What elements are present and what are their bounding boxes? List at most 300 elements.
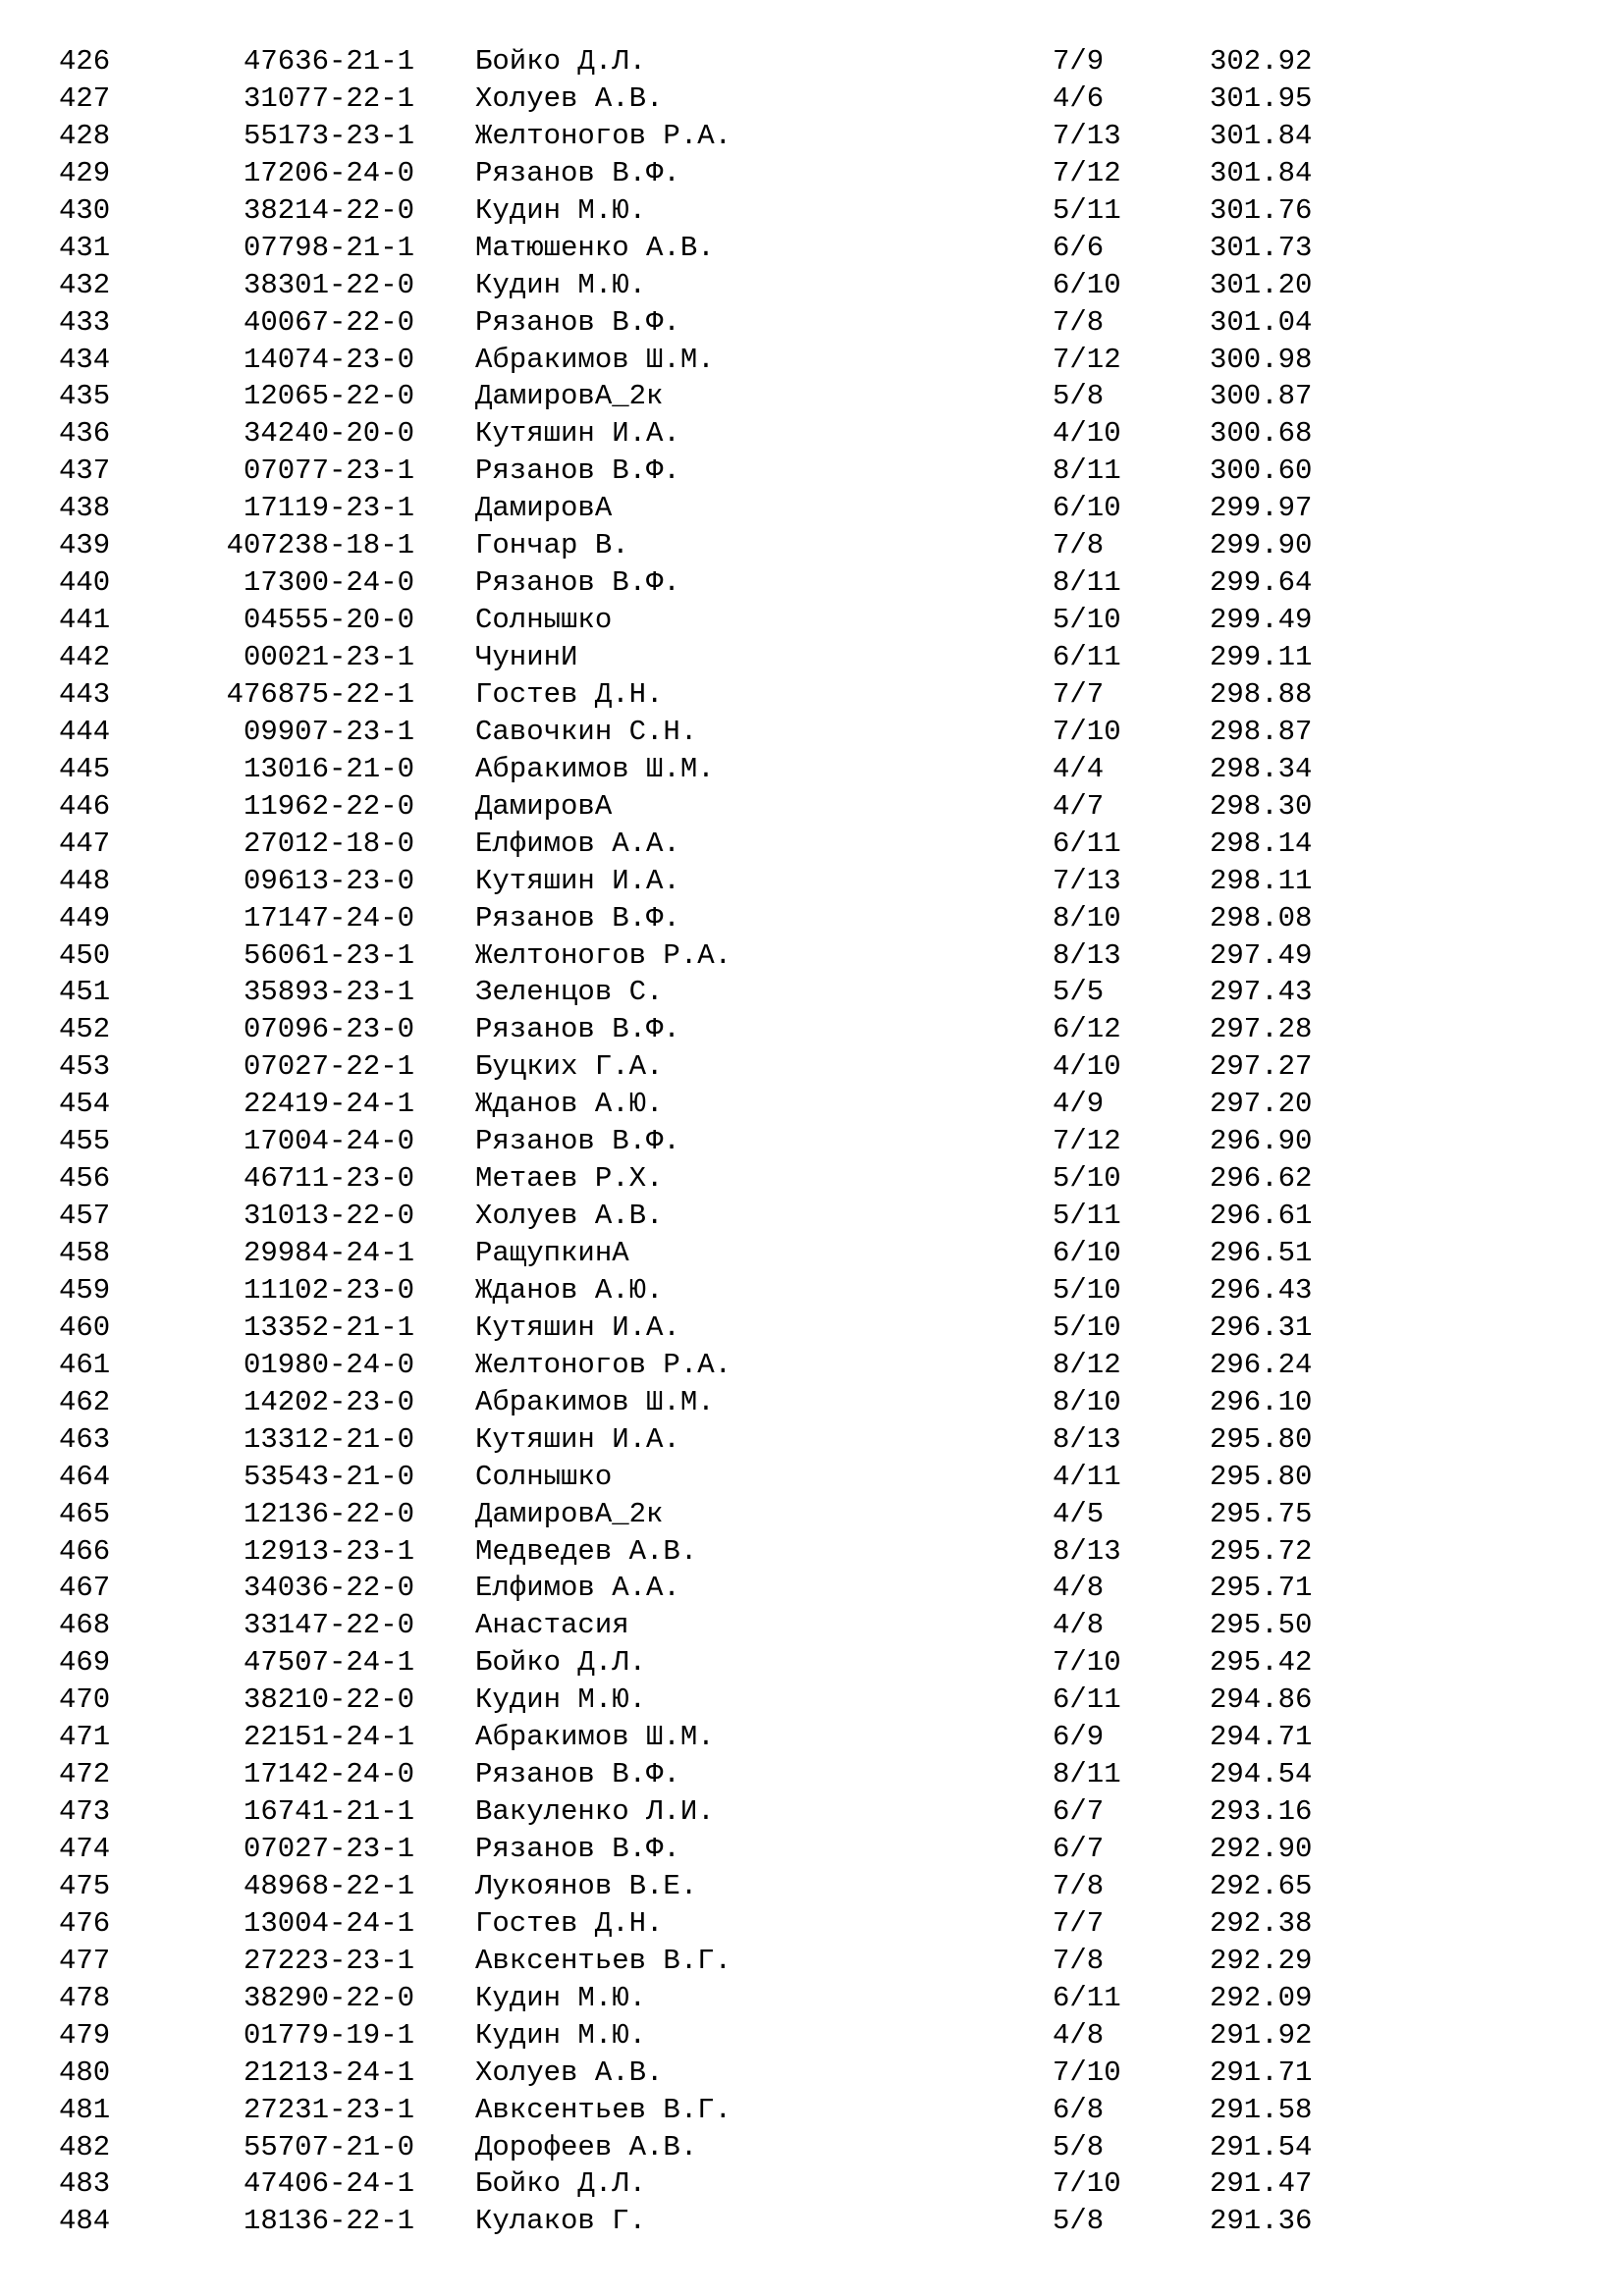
table-row xyxy=(0,639,1624,676)
name-cell: Буцких Г.А. xyxy=(475,1050,664,1084)
id-cell: 12136-22-0 xyxy=(243,1497,414,1530)
table-row xyxy=(0,1719,1624,1756)
ratio-cell: 4/5 xyxy=(1053,1497,1105,1530)
id-cell: 01980-24-0 xyxy=(243,1348,414,1381)
name-cell: Бойко Д.Л. xyxy=(475,1646,647,1680)
ratio-cell: 8/12 xyxy=(1053,1348,1121,1381)
id-cell: 13352-21-1 xyxy=(243,1310,414,1344)
rank-cell: 445 xyxy=(59,752,111,785)
table-row xyxy=(0,900,1624,937)
ratio-cell: 6/11 xyxy=(1053,1981,1121,2014)
ratio-cell: 5/8 xyxy=(1053,380,1105,413)
ratio-cell: 6/7 xyxy=(1053,1833,1105,1865)
score-cell: 300.68 xyxy=(1210,417,1313,451)
table-row xyxy=(0,1644,1624,1682)
rank-cell: 477 xyxy=(59,1944,111,1977)
rank-cell: 467 xyxy=(59,1572,111,1605)
table-row xyxy=(0,1235,1624,1272)
name-cell: Медведев А.В. xyxy=(475,1534,698,1568)
ratio-cell: 6/11 xyxy=(1053,1683,1121,1717)
rank-cell: 447 xyxy=(59,827,111,860)
id-cell: 07077-23-1 xyxy=(243,454,414,488)
rank-cell: 437 xyxy=(59,454,111,488)
name-cell: Холуев А.В. xyxy=(475,81,664,115)
table-row xyxy=(0,714,1624,751)
score-cell: 294.71 xyxy=(1210,1721,1313,1754)
name-cell: Гончар В. xyxy=(475,529,629,562)
table-row xyxy=(0,937,1624,975)
table-row xyxy=(0,2017,1624,2055)
ratio-cell: 8/10 xyxy=(1053,1385,1121,1418)
table-row xyxy=(0,155,1624,192)
table-row xyxy=(0,1682,1624,1719)
score-cell: 295.72 xyxy=(1210,1534,1313,1568)
id-cell: 00021-23-1 xyxy=(243,641,414,673)
table-row xyxy=(0,788,1624,826)
id-cell: 07027-22-1 xyxy=(243,1050,414,1084)
table-row xyxy=(0,1086,1624,1123)
name-cell: Анастасия xyxy=(475,1609,629,1642)
ratio-cell: 8/11 xyxy=(1053,1758,1121,1791)
ratio-cell: 7/7 xyxy=(1053,1906,1105,1940)
id-cell: 17147-24-0 xyxy=(243,901,414,934)
ratio-cell: 7/12 xyxy=(1053,1125,1121,1158)
name-cell: ДамировА_2к xyxy=(475,380,664,413)
score-cell: 298.88 xyxy=(1210,677,1313,711)
rank-cell: 466 xyxy=(59,1534,111,1568)
id-cell: 13004-24-1 xyxy=(243,1906,414,1940)
score-cell: 296.43 xyxy=(1210,1273,1313,1307)
rank-cell: 462 xyxy=(59,1385,111,1418)
rank-cell: 469 xyxy=(59,1646,111,1680)
name-cell: Абракимов Ш.М. xyxy=(475,752,715,785)
rank-cell: 460 xyxy=(59,1310,111,1344)
rank-cell: 471 xyxy=(59,1721,111,1754)
id-cell: 12065-22-0 xyxy=(243,380,414,413)
name-cell: Кутяшин И.А. xyxy=(475,864,680,897)
rank-cell: 456 xyxy=(59,1162,111,1196)
table-row xyxy=(0,192,1624,230)
table-row xyxy=(0,1198,1624,1235)
table-row xyxy=(0,826,1624,863)
ratio-cell: 6/10 xyxy=(1053,492,1121,525)
table-row xyxy=(0,751,1624,788)
id-cell: 55707-21-0 xyxy=(243,2130,414,2163)
ratio-cell: 6/12 xyxy=(1053,1013,1121,1046)
table-row xyxy=(0,564,1624,602)
rank-cell: 428 xyxy=(59,119,111,152)
ratio-cell: 4/7 xyxy=(1053,789,1105,823)
id-cell: 27223-23-1 xyxy=(243,1944,414,1977)
table-row xyxy=(0,527,1624,564)
name-cell: Жданов А.Ю. xyxy=(475,1088,664,1121)
score-cell: 295.80 xyxy=(1210,1460,1313,1493)
id-cell: 53543-21-0 xyxy=(243,1460,414,1493)
ratio-cell: 4/8 xyxy=(1053,2018,1105,2052)
table-row xyxy=(0,1384,1624,1421)
score-cell: 296.24 xyxy=(1210,1348,1313,1381)
score-cell: 298.34 xyxy=(1210,752,1313,785)
name-cell: Рязанов В.Ф. xyxy=(475,1013,680,1046)
ratio-cell: 6/11 xyxy=(1053,827,1121,860)
id-cell: 07096-23-0 xyxy=(243,1013,414,1046)
score-cell: 296.61 xyxy=(1210,1200,1313,1233)
ratio-cell: 6/11 xyxy=(1053,641,1121,673)
table-row xyxy=(0,676,1624,714)
name-cell: Кудин М.Ю. xyxy=(475,1683,647,1717)
ratio-cell: 4/4 xyxy=(1053,752,1105,785)
score-cell: 292.29 xyxy=(1210,1944,1313,1977)
rank-cell: 468 xyxy=(59,1609,111,1642)
rank-cell: 453 xyxy=(59,1050,111,1084)
rank-cell: 480 xyxy=(59,2056,111,2089)
ratio-cell: 4/9 xyxy=(1053,1088,1105,1121)
id-cell: 35893-23-1 xyxy=(243,976,414,1009)
table-row xyxy=(0,1868,1624,1905)
score-cell: 296.62 xyxy=(1210,1162,1313,1196)
ratio-cell: 5/11 xyxy=(1053,193,1121,227)
ratio-cell: 6/9 xyxy=(1053,1721,1105,1754)
score-cell: 296.51 xyxy=(1210,1237,1313,1269)
rank-cell: 475 xyxy=(59,1869,111,1902)
score-cell: 293.16 xyxy=(1210,1795,1313,1829)
name-cell: Жданов А.Ю. xyxy=(475,1273,664,1307)
id-cell: 18136-22-1 xyxy=(243,2205,414,2238)
score-cell: 301.84 xyxy=(1210,156,1313,189)
score-cell: 297.27 xyxy=(1210,1050,1313,1084)
id-cell: 17300-24-0 xyxy=(243,566,414,600)
rank-cell: 438 xyxy=(59,492,111,525)
id-cell: 40067-22-0 xyxy=(243,305,414,339)
rank-cell: 426 xyxy=(59,45,111,78)
rank-cell: 481 xyxy=(59,2093,111,2126)
ratio-cell: 7/10 xyxy=(1053,715,1121,748)
table-row xyxy=(0,1943,1624,1980)
rank-cell: 444 xyxy=(59,715,111,748)
ratio-cell: 8/13 xyxy=(1053,1534,1121,1568)
ratio-cell: 7/10 xyxy=(1053,2167,1121,2201)
ratio-cell: 6/7 xyxy=(1053,1795,1105,1829)
rank-cell: 473 xyxy=(59,1795,111,1829)
score-cell: 291.71 xyxy=(1210,2056,1313,2089)
name-cell: Гостев Д.Н. xyxy=(475,677,664,711)
table-row xyxy=(0,2165,1624,2203)
table-row xyxy=(0,378,1624,415)
name-cell: Елфимов А.А. xyxy=(475,827,680,860)
id-cell: 47507-24-1 xyxy=(243,1646,414,1680)
score-cell: 299.97 xyxy=(1210,492,1313,525)
table-row xyxy=(0,1607,1624,1644)
name-cell: Кутяшин И.А. xyxy=(475,1422,680,1456)
ratio-cell: 5/8 xyxy=(1053,2205,1105,2238)
score-cell: 296.10 xyxy=(1210,1385,1313,1418)
id-cell: 31013-22-0 xyxy=(243,1200,414,1233)
name-cell: Бойко Д.Л. xyxy=(475,45,647,78)
score-cell: 299.11 xyxy=(1210,641,1313,673)
score-cell: 300.98 xyxy=(1210,343,1313,376)
score-cell: 298.11 xyxy=(1210,864,1313,897)
score-cell: 298.30 xyxy=(1210,789,1313,823)
name-cell: Елфимов А.А. xyxy=(475,1572,680,1605)
score-cell: 299.64 xyxy=(1210,566,1313,600)
rank-cell: 484 xyxy=(59,2205,111,2238)
table-row xyxy=(0,1160,1624,1198)
id-cell: 56061-23-1 xyxy=(243,938,414,972)
score-cell: 292.90 xyxy=(1210,1833,1313,1865)
results-table xyxy=(0,43,1624,2240)
table-row xyxy=(0,415,1624,453)
name-cell: Авксентьев В.Г. xyxy=(475,2093,732,2126)
name-cell: Кудин М.Ю. xyxy=(475,268,647,301)
name-cell: ДамировА xyxy=(475,789,613,823)
name-cell: Абракимов Ш.М. xyxy=(475,343,715,376)
id-cell: 07798-21-1 xyxy=(243,231,414,264)
id-cell: 27012-18-0 xyxy=(243,827,414,860)
score-cell: 292.65 xyxy=(1210,1869,1313,1902)
ratio-cell: 4/10 xyxy=(1053,417,1121,451)
name-cell: Солнышко xyxy=(475,1460,613,1493)
table-row xyxy=(0,2203,1624,2240)
rank-cell: 483 xyxy=(59,2167,111,2201)
ratio-cell: 8/11 xyxy=(1053,454,1121,488)
id-cell: 38210-22-0 xyxy=(243,1683,414,1717)
id-cell: 13312-21-0 xyxy=(243,1422,414,1456)
score-cell: 301.76 xyxy=(1210,193,1313,227)
name-cell: Гостев Д.Н. xyxy=(475,1906,664,1940)
id-cell: 407238-18-1 xyxy=(226,529,414,562)
id-cell: 38301-22-0 xyxy=(243,268,414,301)
score-cell: 301.95 xyxy=(1210,81,1313,115)
id-cell: 16741-21-1 xyxy=(243,1795,414,1829)
rank-cell: 479 xyxy=(59,2018,111,2052)
table-row xyxy=(0,602,1624,639)
score-cell: 294.86 xyxy=(1210,1683,1313,1717)
ratio-cell: 6/10 xyxy=(1053,268,1121,301)
name-cell: ДамировА_2к xyxy=(475,1497,664,1530)
ratio-cell: 4/11 xyxy=(1053,1460,1121,1493)
score-cell: 299.49 xyxy=(1210,604,1313,637)
id-cell: 476875-22-1 xyxy=(226,677,414,711)
rank-cell: 454 xyxy=(59,1088,111,1121)
score-cell: 301.84 xyxy=(1210,119,1313,152)
score-cell: 294.54 xyxy=(1210,1758,1313,1791)
name-cell: Кудин М.Ю. xyxy=(475,1981,647,2014)
rank-cell: 446 xyxy=(59,789,111,823)
rank-cell: 439 xyxy=(59,529,111,562)
score-cell: 301.73 xyxy=(1210,231,1313,264)
name-cell: Холуев А.В. xyxy=(475,2056,664,2089)
table-row xyxy=(0,1533,1624,1571)
rank-cell: 427 xyxy=(59,81,111,115)
score-cell: 295.75 xyxy=(1210,1497,1313,1530)
ratio-cell: 8/11 xyxy=(1053,566,1121,600)
name-cell: Кудин М.Ю. xyxy=(475,193,647,227)
table-row xyxy=(0,1347,1624,1384)
table-row xyxy=(0,118,1624,155)
id-cell: 29984-24-1 xyxy=(243,1237,414,1269)
name-cell: Вакуленко Л.И. xyxy=(475,1795,715,1829)
table-row xyxy=(0,1272,1624,1309)
name-cell: Абракимов Ш.М. xyxy=(475,1385,715,1418)
ratio-cell: 7/13 xyxy=(1053,119,1121,152)
name-cell: Кулаков Г. xyxy=(475,2205,647,2238)
id-cell: 01779-19-1 xyxy=(243,2018,414,2052)
rank-cell: 478 xyxy=(59,1981,111,2014)
table-row xyxy=(0,1011,1624,1048)
id-cell: 07027-23-1 xyxy=(243,1833,414,1865)
table-row xyxy=(0,2092,1624,2129)
rank-cell: 474 xyxy=(59,1833,111,1865)
score-cell: 298.14 xyxy=(1210,827,1313,860)
name-cell: Холуев А.В. xyxy=(475,1200,664,1233)
id-cell: 17119-23-1 xyxy=(243,492,414,525)
ratio-cell: 7/8 xyxy=(1053,305,1105,339)
table-row xyxy=(0,267,1624,304)
name-cell: Лукоянов В.Е. xyxy=(475,1869,698,1902)
rank-cell: 431 xyxy=(59,231,111,264)
rank-cell: 441 xyxy=(59,604,111,637)
id-cell: 17004-24-0 xyxy=(243,1125,414,1158)
score-cell: 292.09 xyxy=(1210,1981,1313,2014)
rank-cell: 465 xyxy=(59,1497,111,1530)
rank-cell: 435 xyxy=(59,380,111,413)
table-row xyxy=(0,1831,1624,1868)
table-row xyxy=(0,1421,1624,1459)
table-row xyxy=(0,863,1624,900)
rank-cell: 432 xyxy=(59,268,111,301)
score-cell: 301.04 xyxy=(1210,305,1313,339)
rank-cell: 455 xyxy=(59,1125,111,1158)
rank-cell: 433 xyxy=(59,305,111,339)
rank-cell: 440 xyxy=(59,566,111,600)
ratio-cell: 7/13 xyxy=(1053,864,1121,897)
ratio-cell: 5/10 xyxy=(1053,1162,1121,1196)
ratio-cell: 8/10 xyxy=(1053,901,1121,934)
rank-cell: 443 xyxy=(59,677,111,711)
ratio-cell: 7/8 xyxy=(1053,1944,1105,1977)
ratio-cell: 8/13 xyxy=(1053,938,1121,972)
id-cell: 12913-23-1 xyxy=(243,1534,414,1568)
score-cell: 295.71 xyxy=(1210,1572,1313,1605)
table-row xyxy=(0,490,1624,527)
score-cell: 297.20 xyxy=(1210,1088,1313,1121)
score-cell: 298.08 xyxy=(1210,901,1313,934)
name-cell: Солнышко xyxy=(475,604,613,637)
name-cell: Рязанов В.Ф. xyxy=(475,1758,680,1791)
ratio-cell: 7/12 xyxy=(1053,343,1121,376)
rank-cell: 476 xyxy=(59,1906,111,1940)
ratio-cell: 7/8 xyxy=(1053,529,1105,562)
rank-cell: 472 xyxy=(59,1758,111,1791)
name-cell: Рязанов В.Ф. xyxy=(475,305,680,339)
id-cell: 09907-23-1 xyxy=(243,715,414,748)
rank-cell: 464 xyxy=(59,1460,111,1493)
name-cell: ДамировА xyxy=(475,492,613,525)
rank-cell: 449 xyxy=(59,901,111,934)
table-row xyxy=(0,304,1624,342)
name-cell: Рязанов В.Ф. xyxy=(475,1125,680,1158)
rank-cell: 463 xyxy=(59,1422,111,1456)
name-cell: Матюшенко А.В. xyxy=(475,231,715,264)
ratio-cell: 6/6 xyxy=(1053,231,1105,264)
ratio-cell: 7/10 xyxy=(1053,1646,1121,1680)
ratio-cell: 7/12 xyxy=(1053,156,1121,189)
rank-cell: 429 xyxy=(59,156,111,189)
score-cell: 296.90 xyxy=(1210,1125,1313,1158)
ratio-cell: 6/8 xyxy=(1053,2093,1105,2126)
id-cell: 33147-22-0 xyxy=(243,1609,414,1642)
name-cell: РащупкинА xyxy=(475,1237,629,1269)
ratio-cell: 7/9 xyxy=(1053,45,1105,78)
table-row xyxy=(0,43,1624,80)
rank-cell: 451 xyxy=(59,976,111,1009)
name-cell: Кутяшин И.А. xyxy=(475,1310,680,1344)
table-row xyxy=(0,80,1624,118)
id-cell: 09613-23-0 xyxy=(243,864,414,897)
ratio-cell: 7/8 xyxy=(1053,1869,1105,1902)
rank-cell: 452 xyxy=(59,1013,111,1046)
score-cell: 291.54 xyxy=(1210,2130,1313,2163)
score-cell: 296.31 xyxy=(1210,1310,1313,1344)
id-cell: 14202-23-0 xyxy=(243,1385,414,1418)
name-cell: Авксентьев В.Г. xyxy=(475,1944,732,1977)
name-cell: Рязанов В.Ф. xyxy=(475,901,680,934)
table-row xyxy=(0,1123,1624,1160)
id-cell: 47406-24-1 xyxy=(243,2167,414,2201)
ratio-cell: 5/10 xyxy=(1053,1273,1121,1307)
name-cell: Желтоногов Р.А. xyxy=(475,938,732,972)
id-cell: 21213-24-1 xyxy=(243,2056,414,2089)
ratio-cell: 5/11 xyxy=(1053,1200,1121,1233)
id-cell: 17206-24-0 xyxy=(243,156,414,189)
score-cell: 297.43 xyxy=(1210,976,1313,1009)
ratio-cell: 7/10 xyxy=(1053,2056,1121,2089)
table-row xyxy=(0,1980,1624,2017)
ratio-cell: 6/10 xyxy=(1053,1237,1121,1269)
table-row xyxy=(0,2129,1624,2166)
name-cell: Метаев Р.Х. xyxy=(475,1162,664,1196)
score-cell: 291.36 xyxy=(1210,2205,1313,2238)
rank-cell: 448 xyxy=(59,864,111,897)
name-cell: Кудин М.Ю. xyxy=(475,2018,647,2052)
table-row xyxy=(0,1905,1624,1943)
score-cell: 295.42 xyxy=(1210,1646,1313,1680)
id-cell: 55173-23-1 xyxy=(243,119,414,152)
id-cell: 34036-22-0 xyxy=(243,1572,414,1605)
ratio-cell: 4/8 xyxy=(1053,1572,1105,1605)
rank-cell: 470 xyxy=(59,1683,111,1717)
id-cell: 22419-24-1 xyxy=(243,1088,414,1121)
id-cell: 14074-23-0 xyxy=(243,343,414,376)
table-row xyxy=(0,1048,1624,1086)
id-cell: 38214-22-0 xyxy=(243,193,414,227)
rank-cell: 450 xyxy=(59,938,111,972)
ratio-cell: 5/10 xyxy=(1053,1310,1121,1344)
id-cell: 11102-23-0 xyxy=(243,1273,414,1307)
id-cell: 11962-22-0 xyxy=(243,789,414,823)
rank-cell: 430 xyxy=(59,193,111,227)
name-cell: Рязанов В.Ф. xyxy=(475,156,680,189)
name-cell: Кутяшин И.А. xyxy=(475,417,680,451)
id-cell: 31077-22-1 xyxy=(243,81,414,115)
name-cell: Зеленцов С. xyxy=(475,976,664,1009)
table-row xyxy=(0,1570,1624,1607)
table-row xyxy=(0,453,1624,490)
id-cell: 47636-21-1 xyxy=(243,45,414,78)
score-cell: 298.87 xyxy=(1210,715,1313,748)
id-cell: 04555-20-0 xyxy=(243,604,414,637)
score-cell: 295.50 xyxy=(1210,1609,1313,1642)
